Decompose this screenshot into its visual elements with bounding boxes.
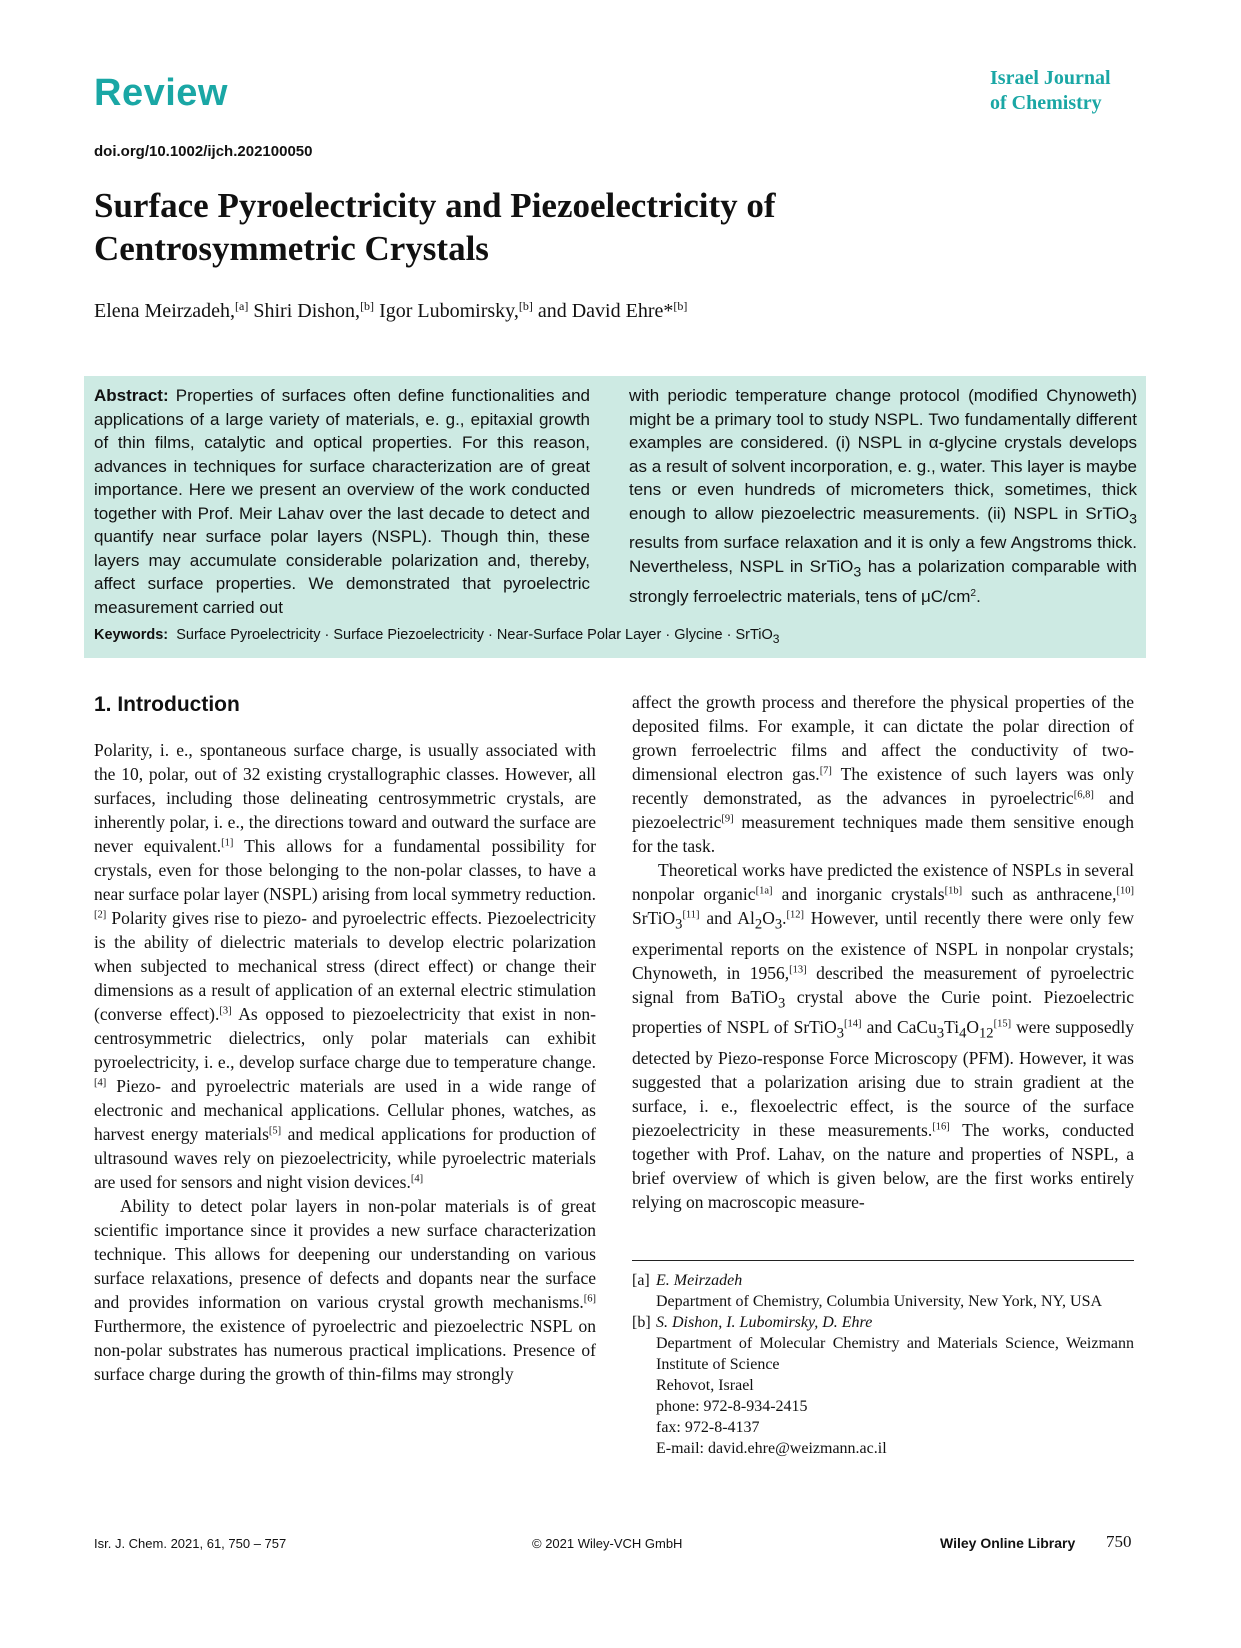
author-list: Elena Meirzadeh,[a] Shiri Dishon,[b] Igor Lubomirsky,[b] and David Ehre*[b] <box>94 298 688 322</box>
page-number: 750 <box>1106 1532 1132 1551</box>
journal-name-line1: Israel Journal <box>990 67 1111 89</box>
abstract-column-1 <box>94 384 590 619</box>
keywords-label: Keywords: <box>94 627 169 643</box>
footnote-authors: S. Dishon, I. Lubomirsky, D. Ehre <box>656 1314 873 1331</box>
journal-name <box>990 66 1140 116</box>
footnote-a <box>632 1270 1134 1312</box>
paragraph: Polarity, i. e., spontaneous surface charge, is usually associated with the 10, polar, out of 32 existing crystallographic classes. However, all surfaces, including those delineating centrosymmetric crystals, are inherently polar, i. e., the directions toward and outward the surface are never equivalent.[1] This allows for a fundamental possibility for crystals, even for those belonging to the non-polar classes, to have a near surface polar layer (NSPL) arising from local symmetry reduction.[2] Polarity gives rise to piezo- and pyroelectric effects. Piezoelectricity is the ability of dielectric materials to develop electric polarization when subjected to mechanical stress (direct effect) or change their dimensions as a result of application of an external electric stimulation (converse effect).[3] As opposed to piezoelectricity that exist in non-centrosymmetric dielectrics, only polar materials can exhibit pyroelectricity, i. e., develop surface charge due to temperature change.[4] Piezo- and pyroelectric materials are used in a wide range of electronic and mechanical applications. Cellular phones, watches, as harvest energy materials[5] and medical applications for production of ultrasound waves rely on piezoelectricity, while pyroelectric materials are used for sensors and night vision devices.[4] <box>94 740 596 1192</box>
article-title-line2: Centrosymmetric Crystals <box>94 229 489 268</box>
abstract-box <box>84 376 1146 658</box>
article-title-line1: Surface Pyroelectricity and Piezoelectricity of <box>94 186 776 225</box>
paragraph: affect the growth process and therefore the physical properties of the deposited films. For example, it can dictate the polar direction of grown ferroelectric films and affect the conductivity of two-dimensional electron gas.[7] The existence of such layers was only recently demonstrated, as the advances in pyroelectric[6,8] and piezoelectric[9] measurement techniques made them sensitive enough for the task. <box>632 692 1134 856</box>
footnote-b <box>632 1312 1134 1459</box>
keywords-list: Surface Pyroelectricity · Surface Piezoelectricity · Near-Surface Polar Layer · Glycine · SrTiO$_3$ <box>176 627 780 646</box>
footnote-authors: E. Meirzadeh <box>656 1272 743 1289</box>
affiliation-city: Rehovot, Israel <box>656 1377 754 1394</box>
body-column-left <box>94 738 596 1386</box>
footer-citation: Isr. J. Chem. 2021, 61, 750 – 757 <box>94 1536 287 1551</box>
section-label: Review <box>94 72 228 114</box>
abstract-column-2 <box>629 384 1137 608</box>
affiliation-line: Department of Molecular Chemistry and Materials Science, Weizmann Institute of Science <box>656 1335 1134 1373</box>
body-column-right <box>632 690 1134 1214</box>
doi-link[interactable]: doi.org/10.1002/ijch.202100050 <box>94 143 313 160</box>
abstract-text-1: Properties of surfaces often define functionalities and applications of a large variety of materials, e. g., epitaxial growth of thin films, catalytic and optical properties. For this reason, advances in techniques for surface characterization are of great importance. Here we present an overview of the work conducted together with Prof. Meir Lahav over the last decade to detect and quantify near surface polar layers (NSPL). Though thin, these layers may accumulate considerable polarization and, thereby, affect surface properties. We demonstrated that pyroelectric measurement carried out <box>94 386 590 617</box>
email-address[interactable]: E-mail: david.ehre@weizmann.ac.il <box>656 1440 887 1457</box>
footnote-divider <box>632 1260 1134 1261</box>
footer-wiley-online-library[interactable]: Wiley Online Library <box>940 1535 1076 1551</box>
footer-copyright: © 2021 Wiley-VCH GmbH <box>532 1536 683 1551</box>
footnote-key: [a] <box>632 1272 650 1289</box>
abstract-label: Abstract: <box>94 386 169 405</box>
phone-number: phone: 972-8-934-2415 <box>656 1398 808 1415</box>
section-heading-introduction: 1. Introduction <box>94 693 240 716</box>
footnote-key: [b] <box>632 1314 651 1331</box>
paragraph: Theoretical works have predicted the existence of NSPLs in several nonpolar organic[1a] and inorganic crystals[1b] such as anthracene,[10] SrTiO$_3$[11] and $Al_2O_3.[12]$ However, until recently there were only few experimental reports on the existence of NSPL in nonpolar crystals; Chynoweth, in 1956,[13] described the measurement of pyroelectric signal from BaTiO$_3$ crystal above the Curie point. Piezoelectric properties of NSPL of SrTiO$_3$[14] and $CaCu_3Ti_4O_{12}[15]$ were supposedly detected by Piezo-response Force Microscopy (PFM). However, it was suggested that a polarization arising due to strain gradient at the surface, i. e., flexoelectric effect, is the source of the surface piezoelectricity in these measurements.[16] The works, conducted together with Prof. Lahav, on the nature and properties of NSPL, a brief overview of which is given below, are the first works entirely relying on macroscopic measure- <box>632 860 1135 1212</box>
keywords <box>94 627 779 646</box>
affiliation-line: Department of Chemistry, Columbia University, New York, NY, USA <box>656 1293 1103 1310</box>
article-title <box>94 184 994 270</box>
journal-name-line2: of Chemistry <box>990 92 1102 114</box>
fax-number: fax: 972-8-4137 <box>656 1419 760 1436</box>
affiliation-footnotes <box>632 1270 1134 1459</box>
abstract-text-2: with periodic temperature change protocol (modified Chynoweth) might be a primary tool to study NSPL. Two fundamentally different examples are considered. (i) NSPL in α-glycine crystals develops as a result of solvent incorporation, e. g., water. This layer is maybe tens or even hundreds of micrometers thick, sometimes, thick enough to allow piezoelectric measurements. (ii) NSPL in SrTiO$_3$ results from surface relaxation and it is only a few Angstroms thick. Nevertheless, NSPL in SrTiO$_3$ has a polarization comparable with strongly ferroelectric materials, tens of $\mu C/cm^2$. <box>629 386 1137 606</box>
paragraph: Ability to detect polar layers in non-polar materials is of great scientific importance since it provides a new surface characterization technique. This allows for deepening our understanding on various surface relaxations, presence of defects and dopants near the surface and provides information on various crystal growth mechanisms.[6] Furthermore, the existence of pyroelectric and piezoelectric NSPL on non-polar substrates has numerous practical implications. Presence of surface charge during the growth of thin-films may strongly <box>94 1196 596 1384</box>
